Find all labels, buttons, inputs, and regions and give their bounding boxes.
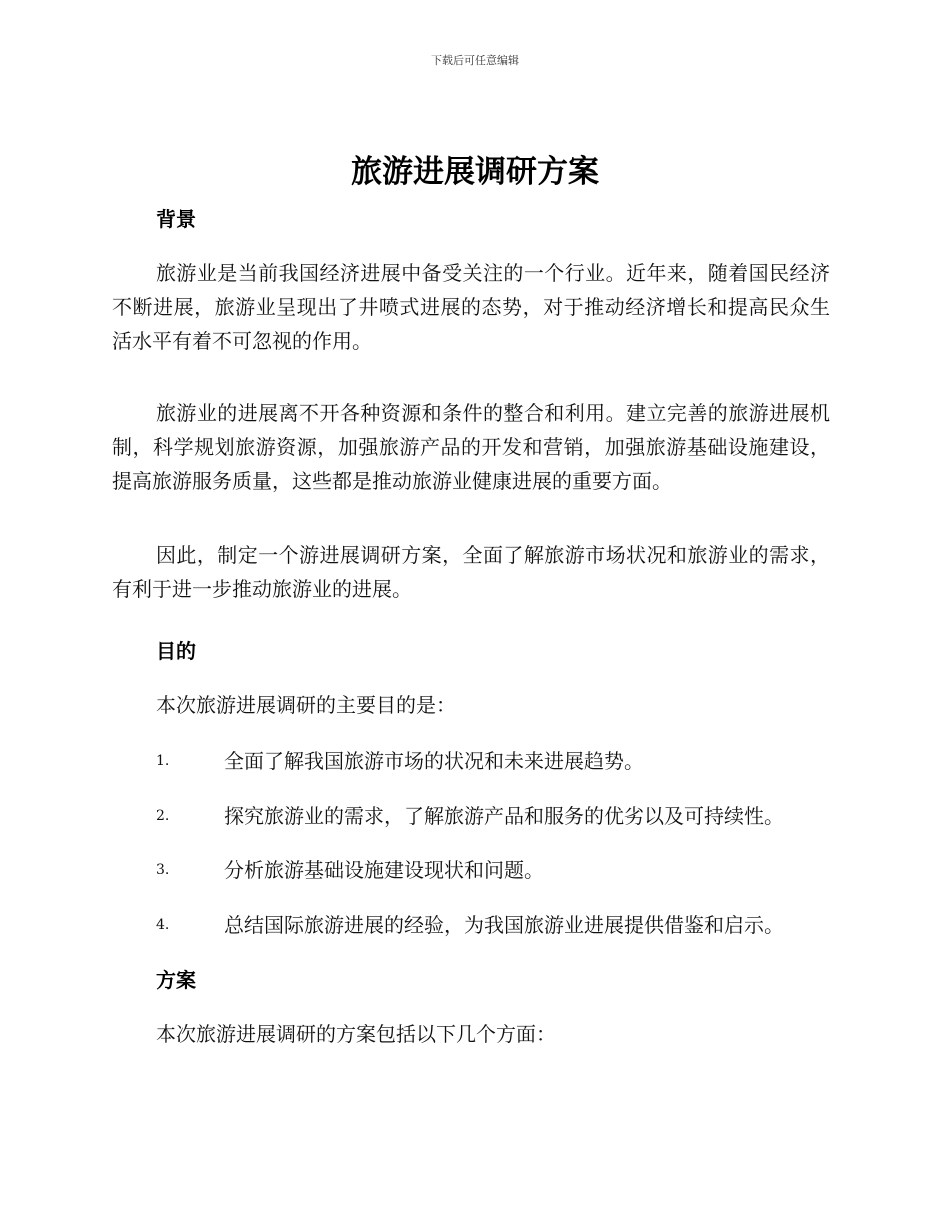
list-item-text: 分析旅游基础设施建设现状和问题。 (224, 858, 544, 882)
section-heading-purpose: 目的 (156, 639, 196, 663)
list-item-text: 探究旅游业的需求，了解旅游产品和服务的优劣以及可持续性。 (224, 804, 784, 828)
list-item-text: 全面了解我国旅游市场的状况和未来进展趋势。 (224, 749, 644, 773)
background-paragraph-1: 旅游业是当前我国经济进展中备受关注的一个行业。近年来，随着国民经济不断进展，旅游业呈现出了井喷式进展的态势，对于推动经济增长和提高民众生活水平有着不可忽视的作用。 (112, 261, 830, 353)
section-heading-plan: 方案 (156, 968, 196, 992)
list-item-number: 4. (156, 917, 170, 933)
list-item-text: 总结国际旅游进展的经验，为我国旅游业进展提供借鉴和启示。 (224, 913, 784, 937)
document-title: 旅游进展调研方案 (351, 154, 599, 190)
purpose-intro: 本次旅游进展调研的主要目的是： (156, 693, 456, 717)
list-item-number: 2. (156, 808, 170, 824)
section-heading-background: 背景 (156, 207, 196, 231)
list-item-number: 3. (156, 862, 170, 878)
background-paragraph-2: 旅游业的进展离不开各种资源和条件的整合和利用。建立完善的旅游进展机制，科学规划旅游资源，加强旅游产品的开发和营销，加强旅游基础设施建设，提高旅游服务质量，这些都是推动旅游业健康进展的重要方面。 (112, 401, 830, 493)
background-paragraph-3: 因此，制定一个游进展调研方案，全面了解旅游市场状况和旅游业的需求，有利于进一步推动旅游业的进展。 (112, 543, 830, 601)
plan-intro: 本次旅游进展调研的方案包括以下几个方面： (156, 1022, 556, 1046)
header-note: 下载后可任意编辑 (431, 54, 519, 67)
list-item-number: 1. (156, 753, 170, 769)
